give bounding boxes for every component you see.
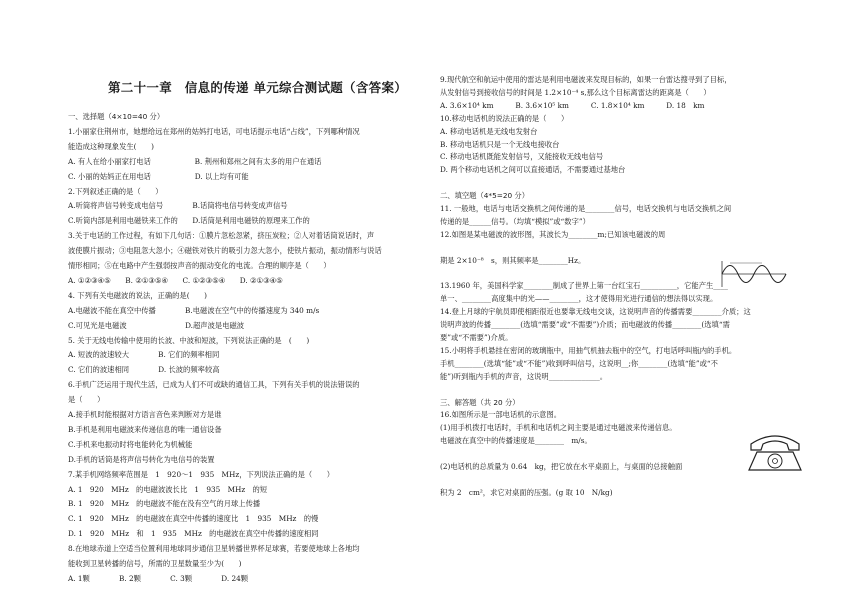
left-line: C. 它们的波速相同 D. 长波的频率较高 bbox=[68, 365, 220, 375]
right-line: 能”)听到瓶内手机的声音，这说明______________。 bbox=[440, 371, 608, 381]
left-line: C.可见光是电磁波 D.超声波是电磁波 bbox=[68, 320, 245, 330]
right-line: 单一、________高度集中的光——________，这才使得用光进行通信的想法得以实现。 bbox=[440, 294, 718, 304]
left-line: 5. 关于无线电传输中使用的长波、中波和短波，下列说法正确的是 ( ) bbox=[68, 335, 310, 345]
right-line: 从发射信号到接收信号的时间是 1.2×10⁻⁴ s,那么这个目标离雷达的距离是（ ） bbox=[440, 87, 711, 97]
right-line: C. 移动电话机既能发射信号，又能接收无线电信号 bbox=[440, 152, 604, 162]
left-line: 波使膜片振动；③电阻忽大忽小；④磁铁对铁片的吸引力忽大忽小，使铁片振动，振动情形与说话 bbox=[68, 246, 382, 256]
right-line: 说明声波的传播________(选填“需要”或“不需要”)介质；而电磁波的传播________(选填“需 bbox=[440, 320, 730, 330]
right-line: 手机________(选填“能”或“不能”)收到呼叫信号，这说明__;你________(选填“能”或“不 bbox=[440, 358, 718, 368]
right-line: 期是 2×10⁻⁸ s，则其频率是________Hz。 bbox=[440, 255, 586, 265]
left-line: 2.下列叙述正确的是（ ） bbox=[68, 186, 163, 196]
left-line: 6.手机广泛运用于现代生活，已成为人们不可或缺的通信工具，下列有关手机的说法错误的 bbox=[68, 380, 360, 390]
left-line: 情形相同；⑤在电路中产生强弱按声音的振动变化的电流。合理的顺序是（ ） bbox=[68, 261, 331, 270]
page-title: 第二十一章 信息的传递 单元综合测试题（含答案） bbox=[108, 80, 408, 95]
right-line: (2)电话机的总质量为 0.64 kg，把它放在水平桌面上，与桌面的总接触面 bbox=[440, 462, 683, 471]
right-line: 14.登上月球的宇航员即使相距很近也要靠无线电交谈，这说明声音的传播需要________介质；这 bbox=[440, 307, 751, 317]
right-line: 15.小明将手机悬挂在密闭的玻璃瓶中，用抽气机抽去瓶中的空气，打电话呼叫瓶内的手机。 bbox=[440, 345, 737, 355]
left-line: D.手机的话筒是将声信号转化为电信号的装置 bbox=[68, 454, 215, 464]
left-line: A. 短波的波速较大 B. 它们的频率相同 bbox=[68, 350, 220, 360]
right-line: 要”或“不需要”)介质。 bbox=[440, 333, 513, 342]
right-line: 16.如图所示是一部电话机的示意图。 bbox=[440, 410, 562, 420]
left-line: 3.关于电话的工作过程，有如下几句话：①膜片忽松忽紧，挤压炭粒；②人对着话筒说话时，声 bbox=[68, 231, 375, 241]
left-line: D. 1 920 MHz 和 1 935 MHz 的电磁波在真空中传播的速度相同 bbox=[68, 529, 319, 539]
left-line: A.听筒将声信号转变成电信号 B.话筒将电信号转变成声信号 bbox=[68, 201, 288, 211]
left-line: A.接手机时能根据对方语言音色来判断对方是谁 bbox=[68, 410, 222, 419]
telephone-illustration bbox=[745, 430, 805, 474]
left-line: 1.小丽家住荆州市，她想给远在郑州的姑妈打电话，可电话提示电话“占线”，下列哪种情况 bbox=[68, 126, 360, 136]
left-line: 8.在地球赤道上空适当位置利用地球同步通信卫星转播世界杯足球赛，若要使地球上各地均 bbox=[68, 544, 360, 554]
left-line: A. 有人在给小丽家打电话 B. 荆州和郑州之间有太多的用户在通话 bbox=[68, 156, 322, 166]
right-line: 11. 一般地，电话与电话交换机之间传递的是________信号，电话交换机与电话交换机之间 bbox=[440, 204, 732, 213]
left-line: C. 1 920 MHz 的电磁波在真空中传播的速度比 1 935 MHz 的慢 bbox=[68, 514, 319, 524]
left-line: 7.某手机网络频率范围是 1 920～1 935 MHz，下列说法正确的是（ ） bbox=[68, 469, 335, 479]
right-line: 9.现代航空和航运中使用的雷达是利用电磁波来发现目标的，如果一台雷达搜寻到了目标， bbox=[440, 75, 732, 84]
right-line: 积为 2 cm²，求它对桌面的压强。(g 取 10 N/kg) bbox=[440, 487, 613, 497]
left-line: A. 1 920 MHz 的电磁波波长比 1 935 MHz 的短 bbox=[68, 484, 268, 494]
right-line: 二、填空题（4*5=20 分） bbox=[440, 191, 530, 201]
right-line: 三、解答题（共 20 分） bbox=[440, 397, 520, 407]
left-line: A.电磁波不能在真空中传播 B.电磁波在空气中的传播速度为 340 m/s bbox=[68, 305, 320, 315]
left-line: 一、选择题（4×10=40 分） bbox=[68, 112, 165, 121]
right-line: D. 两个移动电话机之间可以直接通话，不需要通过基地台 bbox=[440, 165, 626, 175]
left-line: 能收到卫星转播的信号，所需的卫星数量至少为( ) bbox=[68, 559, 242, 568]
right-line: 电磁波在真空中的传播速度是________ m/s。 bbox=[440, 436, 592, 446]
left-line: C. 小丽的姑妈正在用电话 D. 以上均有可能 bbox=[68, 171, 249, 181]
right-line: 12.如图是某电磁波的波形图，其波长为________m;已知该电磁波的周 bbox=[440, 229, 666, 239]
left-line: 是（ ） bbox=[68, 395, 105, 405]
right-line: 10.移动电话机的说法正确的是（ ） bbox=[440, 113, 569, 123]
right-line: A. 移动电话机是无线电发射台 bbox=[440, 126, 538, 136]
wave-diagram bbox=[718, 259, 788, 289]
right-line: (1)用手机拨打电话时，手机和电话机之间主要是通过电磁波来传递信息。 bbox=[440, 423, 677, 433]
left-line: A. 1颗 B. 2颗 C. 3颗 D. 24颗 bbox=[68, 573, 249, 583]
left-line: 能造成这种现象发生( ) bbox=[68, 141, 154, 151]
left-line: B.手机是利用电磁波来传递信息的唯一通信设备 bbox=[68, 424, 222, 434]
left-line: C.手机来电振动时将电能转化为机械能 bbox=[68, 439, 193, 449]
left-line: C.听筒内部是利用电磁铁来工作的 D.话筒是利用电磁铁的原理来工作的 bbox=[68, 216, 310, 226]
left-line: A. ①②③④⑤ B. ②①③⑤④ C. ①②③⑤④ D. ②①③④⑤ bbox=[68, 275, 283, 285]
left-line: B. 1 920 MHz 的电磁波不能在没有空气的月球上传播 bbox=[68, 499, 261, 509]
right-line: A. 3.6×10⁴ km B. 3.6×10⁵ km C. 1.8×10⁴ km D. 18 km bbox=[440, 100, 705, 110]
right-line: B. 移动电话机只是一个无线电接收台 bbox=[440, 139, 560, 149]
right-line: 传递的是______信号。（均填“模拟”或“数字”） bbox=[440, 216, 590, 226]
right-line: 13.1960 年，美国科学家________制成了世界上第一台红宝石__________，它能产生____ bbox=[440, 281, 728, 291]
left-line: 4. 下列有关电磁波的说法，正确的是( ) bbox=[68, 290, 208, 300]
